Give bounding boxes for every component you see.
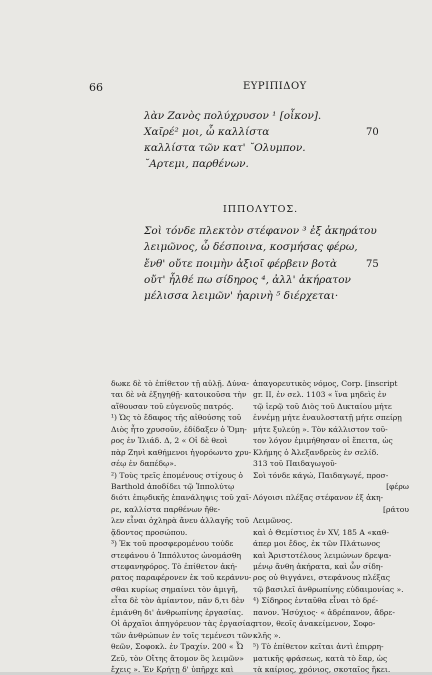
footnote-line: διότι ἐπῳδικῆς ἐπανάληψις τοῦ χαῖ- — [111, 493, 252, 503]
footnote-line: θεῶν, Σοφοκλ. ἐν Τραχίν. 200 « Ὦ — [111, 642, 244, 652]
footnote-line: εἶτα δὲ τὸν ἀμίαντον, πᾶν δ,τι δὲν — [111, 596, 245, 606]
footnote-line: σέῳ ἐν δαπέδῳ». — [111, 459, 177, 469]
speaker-heading: ΙΠΠΟΛΥΤΟΣ. — [223, 204, 299, 215]
verse-line: Σοὶ τόνδε πλεκτὸν στέφανον ³ ἐξ ἀκηράτου — [144, 225, 377, 237]
footnote-line: ματικῆς φράσεως, κατὰ τὸ ἔαρ, ὡς — [253, 653, 388, 663]
line-number: 75 — [366, 259, 379, 270]
running-title: ΕΥΡΙΠΙΔΟΥ — [243, 81, 307, 92]
footnote-line: καὶ ὁ Θεμίστιος ἐν XV, 185 Α «καθ- — [253, 527, 389, 537]
footnote-line: τον λόγον ἐμιμήθησαν οἱ ἔπειτα, ὡς — [253, 436, 393, 446]
footnote-line: ρος ἐν Ἰλιάδ. Δ, 2 « Οἱ δὲ θεοὶ — [111, 436, 228, 446]
footnote-line: ται δὲ νὰ ἐξηγηθῇ· κατοικοῦσα τὴν — [111, 390, 247, 400]
footnote-line: στεφάνου ὁ Ἱππόλυτος ὠνομάσθη — [111, 550, 242, 560]
footnote-line: ⁵) Τὸ ἐπίθετον κεῖται ἀντὶ ἐπιρρη- — [253, 642, 384, 652]
footnote-line: κλῆς ». — [253, 630, 281, 640]
verse-line: οὔτ' ἦλθέ πω σίδηρος ⁴, ἀλλ' ἀκήρατον — [144, 274, 351, 286]
verse-line: λὰν Ζανὸς πολύχρυσον ¹ [οἶκον]. — [144, 110, 322, 122]
footnote-line: Ζεῦ, τὸν Οἴτης ἄτομον ὃς λειμῶν» — [111, 653, 244, 663]
footnote-line: καὶ Ἀριστοτέλους λειμώνων δρεψα- — [253, 550, 392, 560]
verse-line: ἔνθ' οὔτε ποιμὴν ἀξιοῖ φέρβειν βοτὰ — [144, 258, 337, 270]
footnote-line: Barthold ἀποδίδει τῷ Ἱππολύτῳ — [111, 481, 235, 491]
footnote-line: πὰρ Ζηνὶ καθήμενοι ἠγορόωντο χρυ- — [111, 447, 252, 457]
footnote-line: ρατος παραφέρονεν ἐκ τοῦ κεράννυ- — [111, 573, 252, 583]
footnote-line: λεν εἶναι ὀχληρὰ ἄνευ ἀλλαγῆς τοῦ — [111, 516, 250, 526]
footnote-line: ἔχεις ». Ἐν Κρήτῃ δ' ὑπῆρχε καὶ — [111, 664, 234, 674]
footnote-line: 313 τοῦ Παιδαγωγοῦ· — [253, 459, 338, 469]
footnote-line: ἐμιάνθη δι' ἀνθρωπίνης ἐργασίας. — [111, 607, 244, 617]
footnote-line: τῶν ἀνθρώπων ἐν τοῖς τεμένεσι τῶν — [111, 630, 253, 640]
footnote-line: ἐννέμῃ μήτε ἐναυλοστατῇ μήτε σπείρῃ — [253, 413, 402, 423]
footnote-line: ᾄδοντος προσώπου. — [111, 527, 188, 537]
footnote-line: άπερ μοι ἔδος, ἐκ τῶν Πλάτωνος — [253, 539, 381, 549]
footnotes-left-column — [111, 378, 267, 675]
verse-line: μέλισσα λειμῶν' ἠαρινὴ ⁵ διέρχεται· — [144, 290, 339, 302]
footnote-line: Κλήμης ὁ Ἀλεξανδρεὺς ἐν σελίδ. — [253, 447, 379, 457]
footnote-line: gr. II, ἐν σελ. 1103 « ἵνα μηδεὶς ἐν — [253, 390, 387, 400]
footnote-line: τὰ καίριος, χρόνιος, σκοταῖος ἥκει. — [253, 664, 391, 674]
footnote-line: ¹) Ὡς τὸ ἔδαφος τῆς αἰθούσης τοῦ — [111, 413, 242, 423]
footnote-line: Σοὶ τόνδε κάγώ, Παιδαγωγέ, προσ- — [253, 470, 389, 480]
footnote-line: ἀπαγορευτικὸς νόμος, Corp. [inscript — [253, 379, 398, 388]
footnote-line: [ράτου — [383, 504, 409, 514]
footnote-line: μένῳ ἄνθη ἀκήρατα, καὶ ὧν σίδη- — [253, 562, 383, 571]
footnote-line: [φέρω — [386, 481, 409, 491]
footnote-line: δωκε δὲ τὸ ἐπίθετον τῇ αὐλῇ. Δύνα- — [111, 379, 249, 388]
footnote-line: ρε, καλλίστα παρθένων ἤθε- — [111, 504, 221, 514]
footnote-line: σθαι κυρίως σημαίνει τὸν ἀμιγῆ, — [111, 584, 238, 594]
footnote-line: τῷ βασιλεῖ ἀνθρωπίνης εὐδαιμονίας ». — [253, 584, 404, 594]
page-number: 66 — [89, 81, 103, 94]
footnote-line: πανον. Ἡσύχιος· « ἀδρέπανον, ἄδρε- — [253, 607, 395, 617]
footnote-line: Οἱ ἀρχαῖοι ἀπηγόρευον τὰς ἐργασίας — [111, 619, 256, 629]
footnotes-right-column — [253, 378, 409, 675]
page-header — [0, 81, 432, 95]
footnote-line: Διὸς ἦτο χρυσοῦν, ἐδίδαξεν ὁ Ὅμη- — [111, 424, 247, 434]
verse-line: Χαῖρέ² μοι, ὦ καλλίστα — [144, 126, 270, 138]
verse-line: λειμῶνος, ὦ δέσποινα, κοσμήσας φέρω, — [144, 241, 358, 253]
line-number: 70 — [366, 127, 379, 138]
footnote-line: ⁴) Σίδηρος ἐνταῦθα εἶναι τὸ δρέ- — [253, 596, 379, 606]
footnote-line: ³) Ἐκ τοῦ προσφερομένου τούδε — [111, 539, 234, 549]
footnote-line: Λόγοισι πλέξας στέφανον ἐξ ἀκη- — [253, 493, 384, 503]
footnote-line: ²) Τοὺς τρεῖς ἐπομένους στίχους ὁ — [111, 470, 243, 480]
footnote-line: τῷ ἱερῷ τοῦ Διὸς τοῦ Δικταίου μήτε — [253, 401, 392, 411]
verse-line: ˘Αρτεμι, παρθένων. — [144, 158, 249, 170]
verse-line: καλλίστα τῶν κατ' ˘Ολυμπον. — [144, 142, 306, 154]
footnote-line: στεφανηφόρος. Τὸ ἐπίθετον ἀκή- — [111, 562, 238, 571]
footnote-line: πτον, θεοῖς ἀνακείμενον, Σοφο- — [253, 619, 376, 629]
footnote-line: ρος οὐ θιγγάνει, στεφάνους πλέξας — [253, 573, 390, 583]
footnote-line: μήτε ξυλεύῃ ». Τὸν κάλλιστον τοῦ- — [253, 424, 388, 434]
footnote-line: αἴθουσαν τοῦ εὐγενοῦς πατρός. — [111, 401, 234, 411]
footnote-line: Λειμῶνος. — [253, 516, 293, 526]
